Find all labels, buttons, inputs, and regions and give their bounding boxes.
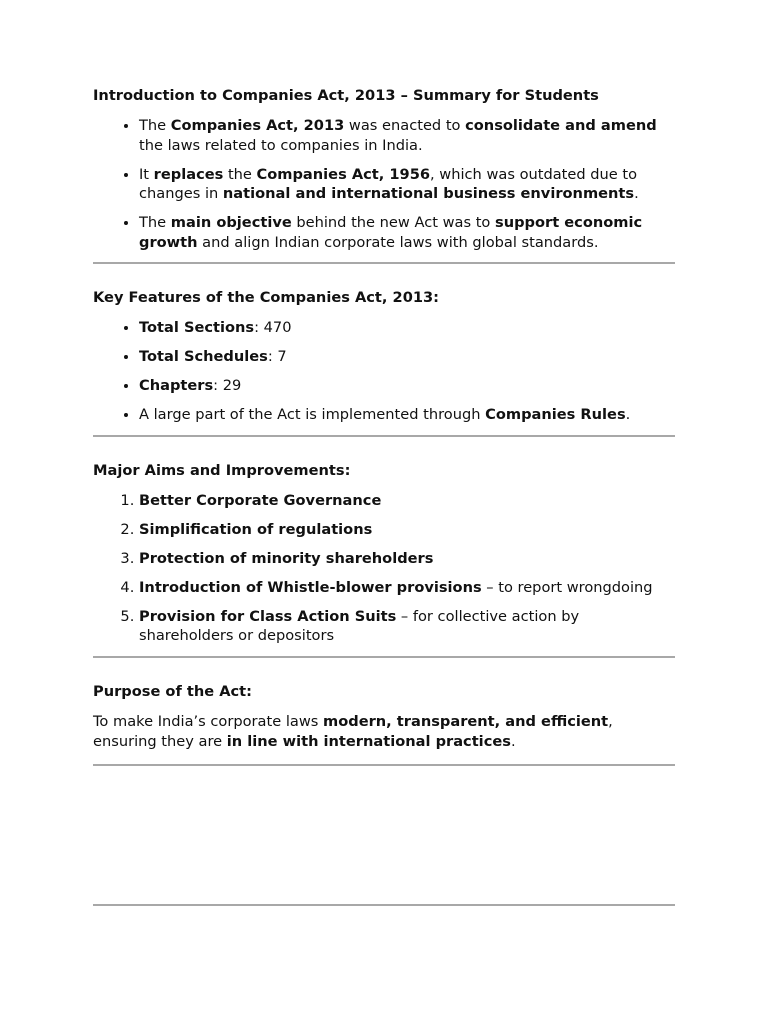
text-run: and align Indian corporate laws with global standards. xyxy=(197,233,599,251)
bold-text: replaces xyxy=(153,165,224,183)
bold-text: Companies Act, 2013 xyxy=(170,117,345,134)
text-run: the xyxy=(223,165,257,183)
aims-section xyxy=(93,461,675,646)
list-item xyxy=(139,376,675,396)
features-list xyxy=(93,318,675,425)
bold-text: Better Corporate Governance xyxy=(139,491,382,509)
intro-heading: Introduction to Companies Act, 2013 – Summary for Students xyxy=(93,87,599,104)
aims-list xyxy=(93,491,675,646)
document-page xyxy=(93,86,675,930)
list-item xyxy=(139,520,675,540)
list-item xyxy=(139,213,675,252)
bold-text: Chapters xyxy=(139,377,214,394)
list-item xyxy=(139,318,675,338)
intro-list xyxy=(93,116,675,252)
bold-text: Simplification of regulations xyxy=(139,520,373,538)
text-run: – to report wrongdoing xyxy=(481,578,653,596)
section-divider xyxy=(93,262,675,264)
text-run: To make India’s corporate laws xyxy=(93,712,324,730)
purpose-heading: Purpose of the Act: xyxy=(93,682,252,700)
text-run: , which was outdated due to changes in xyxy=(139,165,638,202)
text-run: : 470 xyxy=(254,319,292,336)
text-run: . xyxy=(510,732,516,750)
section-divider xyxy=(93,904,675,906)
features-section xyxy=(93,288,675,425)
text-run: behind the new Act was to xyxy=(291,214,496,231)
text-run: A large part of the Act is implemented through xyxy=(139,406,486,423)
list-item xyxy=(139,549,675,569)
blank-space xyxy=(93,790,675,904)
list-item xyxy=(139,165,675,204)
list-item xyxy=(139,578,675,598)
list-item xyxy=(139,347,675,367)
bold-text: Total Schedules xyxy=(139,348,268,365)
text-run: . xyxy=(625,406,631,423)
section-divider xyxy=(93,435,675,437)
bold-text: Provision for Class Action Suits xyxy=(139,607,397,625)
purpose-section xyxy=(93,682,675,752)
list-item xyxy=(139,491,675,511)
text-run: : 29 xyxy=(213,377,242,394)
text-run: was enacted to xyxy=(344,117,466,134)
bold-text: in line with international practices xyxy=(226,732,511,750)
bold-text: modern, transparent, and efficient xyxy=(323,712,609,730)
intro-section xyxy=(93,86,675,252)
text-run: . xyxy=(634,185,639,202)
text-run: the laws related to companies in India. xyxy=(139,136,423,154)
purpose-paragraph xyxy=(93,712,675,752)
text-run: : 7 xyxy=(267,348,287,365)
bold-text: main objective xyxy=(170,214,292,231)
bold-text: support economic growth xyxy=(139,214,643,251)
bold-text: Companies Act, 1956 xyxy=(256,165,431,183)
bold-text: Introduction of Whistle-blower provisions xyxy=(139,578,482,596)
bold-text: Companies Rules xyxy=(485,406,626,423)
bold-text: national and international business environments xyxy=(222,185,635,202)
bold-text: consolidate and amend xyxy=(465,117,657,134)
text-run: , ensuring they are xyxy=(93,712,613,750)
text-run: The xyxy=(139,117,171,134)
section-divider xyxy=(93,656,675,658)
aims-heading: Major Aims and Improvements: xyxy=(93,461,351,479)
list-item xyxy=(139,607,675,646)
text-run: The xyxy=(139,214,171,231)
bold-text: Total Sections xyxy=(139,319,255,336)
features-heading: Key Features of the Companies Act, 2013: xyxy=(93,289,439,306)
list-item xyxy=(139,116,675,155)
text-run: – for collective action by shareholders or depositors xyxy=(139,607,580,644)
text-run: It xyxy=(139,165,154,183)
list-item xyxy=(139,405,675,425)
bold-text: Protection of minority shareholders xyxy=(139,549,434,567)
section-divider xyxy=(93,764,675,766)
